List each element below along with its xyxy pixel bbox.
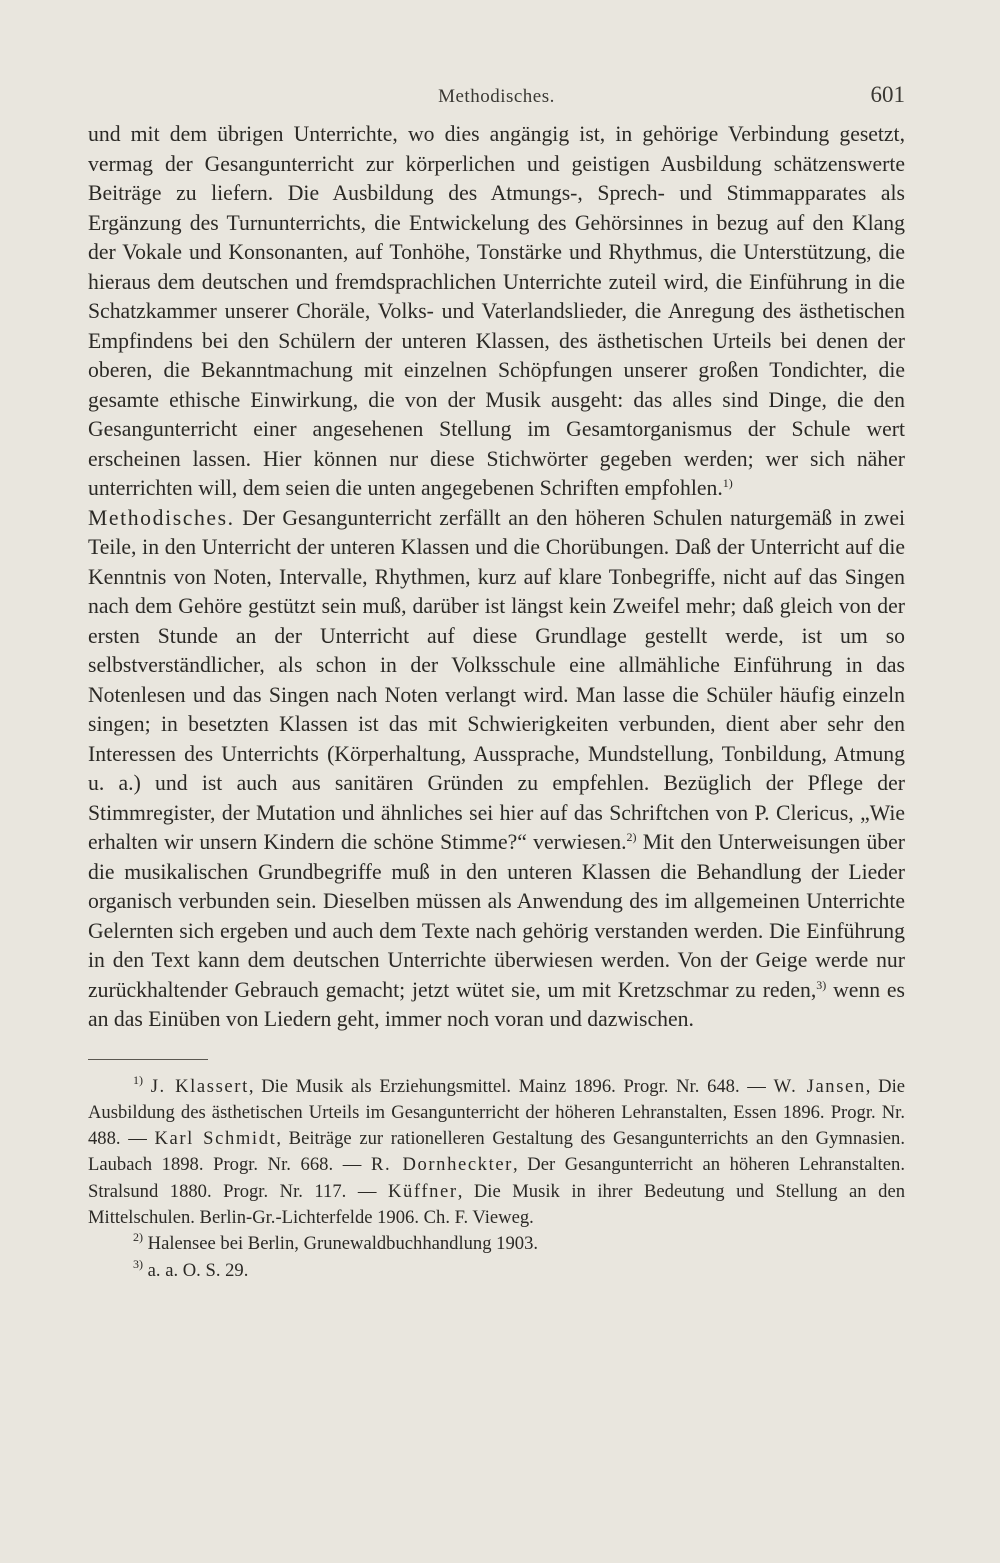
book-page bbox=[88, 80, 905, 1284]
footnote-2-text: Halensee bei Berlin, Grunewaldbuchhandlung 1903. bbox=[143, 1233, 539, 1255]
footnote-1-text-c: , Beiträge zur rationelleren Gestaltung des Gesangunterrichts an den Gymnasien. Laubach 1898. Progr. Nr. 668. — bbox=[88, 1128, 905, 1176]
page-number: 601 bbox=[870, 82, 905, 107]
main-text bbox=[88, 120, 905, 1035]
footnote-1 bbox=[88, 1074, 905, 1232]
author-kueffner: Küffner bbox=[387, 1180, 458, 1202]
footnote-1-text-a: , Die Musik als Erziehungsmittel. Mainz 1896. Progr. Nr. 648. — bbox=[248, 1075, 774, 1097]
footnote-1-text-b: , Die Ausbildung des ästhetischen Urteils im Gesangunterricht der höheren Lehranstalten, Essen 1896. Progr. Nr. 488. — bbox=[88, 1075, 905, 1150]
footnote-divider bbox=[88, 1059, 208, 1060]
author-jansen: W. Jansen bbox=[773, 1075, 866, 1097]
author-schmidt: Karl Schmidt bbox=[154, 1128, 277, 1150]
author-klassert: J. Klassert bbox=[150, 1075, 249, 1097]
paragraph-1-text: und mit dem übrigen Unterrichte, wo dies angängig ist, in gehörige Verbindung gesetzt, vermag der Gesangunterricht zur körperlichen und geistigen Ausbildung schätzenswerte Beiträge zu liefern. Die Ausbildung des Atmungs-, Sprech- und Stimmapparates als Ergänzung des Turnunterrichts, die Entwickelung des Gehörsinnes in bezug auf den Klang der Vokale und Konsonanten, auf Tonhöhe, Tonstärke und Rhythmus, die Unterstützung, die hieraus dem deutschen und fremdsprachlichen Unterrichte zuteil wird, die Einführung in die Schatzkammer unserer Choräle, Volks- und Vaterlandslieder, die Anregung des ästhetischen Empfindens bei den Schülern der unteren Klassen, des ästhetischen Urteils bei denen der oberen, die Bekanntmachung mit einzelnen Schöpfungen unserer großen Tondichter, die gesamte ethische Einwirkung, die von der Musik ausgeht: das alles sind Dinge, die den Gesangunterricht einer angesehenen Stellung im Gesamtorganismus der Schule wert erscheinen lassen. Hier können nur diese Stichwörter gegeben werden; wer sich näher unterrichten will, dem seien die unten angegebenen Schriften empfohlen. bbox=[88, 122, 905, 500]
footnote-3-marker: 3) bbox=[133, 1256, 143, 1271]
footnote-1-marker: 1) bbox=[133, 1072, 143, 1087]
page-header bbox=[88, 80, 905, 120]
paragraph-2-text-c: wenn es an das Einüben von Liedern geht, immer noch voran und dazwischen. bbox=[88, 977, 906, 1031]
running-title: Methodisches. bbox=[438, 86, 555, 107]
paragraph-2-text-b: Mit den Unterweisungen über die musikalischen Grundbegriffe muß in den unteren Klassen die Behandlung der Lieder organisch verbunden sein. Dieselben müssen als Anwendung des im allgemeinen Unterrichte Gelernten sich ergeben und auch dem Texte nach gehörig verstanden werden. Die Einführung in den Text kann dem deutschen Unterrichte überwiesen werden. Von der Geige werde nur zurückhaltender Gebrauch gemacht; jetzt wütet sie, um mit Kretzschmar zu reden, bbox=[88, 830, 905, 1002]
paragraph-2-text-a: Der Gesangunterricht zerfällt an den höheren Schulen naturgemäß in zwei Teile, in den Unterricht der unteren Klassen und die Chorübungen. Daß der Unterricht auf die Kenntnis von Noten, Intervalle, Rhythmen, kurz auf klare Tonbegriffe, nicht auf das Singen nach dem Gehöre gestützt sein muß, darüber ist längst kein Zweifel mehr; daß gleich von der ersten Stunde an der Unterricht auf diese Grundlage gestellt werde, ist um so selbstverständlicher, als schon in der Volksschule eine allmähliche Einführung in das Notenlesen und das Singen nach Noten verlangt wird. Man lasse die Schüler häufig einzeln singen; in besetzten Klassen ist das mit Schwierigkeiten verbunden, dient aber sehr den Interessen des Unterrichts (Körperhaltung, Aussprache, Mundstellung, Tonbildung, Atmung u. a.) und ist auch aus sanitären Gründen zu empfehlen. Bezüglich der Pflege der Stimmregister, der Mutation und ähnliches sei hier auf das Schriftchen von P. Clericus, „Wie erhalten wir unsern Kindern die schöne Stimme?“ verwiesen. bbox=[88, 505, 905, 854]
paragraph-2 bbox=[88, 504, 905, 1035]
section-heading-methodisches: Methodisches. bbox=[88, 505, 235, 530]
footnote-ref-1: 1) bbox=[722, 476, 733, 490]
footnote-1-text-e: , Die Musik in ihrer Bedeutung und Stellung an den Mittelschulen. Berlin-Gr.-Lichterfelde 1906. Ch. F. Vieweg. bbox=[88, 1180, 905, 1228]
footnote-2-marker: 2) bbox=[133, 1230, 143, 1245]
footnotes bbox=[88, 1074, 905, 1284]
footnote-3 bbox=[88, 1258, 905, 1284]
footnote-3-text: a. a. O. S. 29. bbox=[143, 1259, 249, 1281]
footnote-ref-3: 3) bbox=[816, 977, 827, 992]
footnote-ref-2: 2) bbox=[626, 830, 637, 844]
author-dornheckter: R. Dornheckter bbox=[370, 1154, 513, 1176]
footnote-2 bbox=[88, 1231, 905, 1257]
footnote-1-text-d: , Der Gesangunterricht an höheren Lehranstalten. Stralsund 1880. Progr. Nr. 117. — bbox=[88, 1154, 905, 1202]
paragraph-1 bbox=[88, 120, 905, 504]
